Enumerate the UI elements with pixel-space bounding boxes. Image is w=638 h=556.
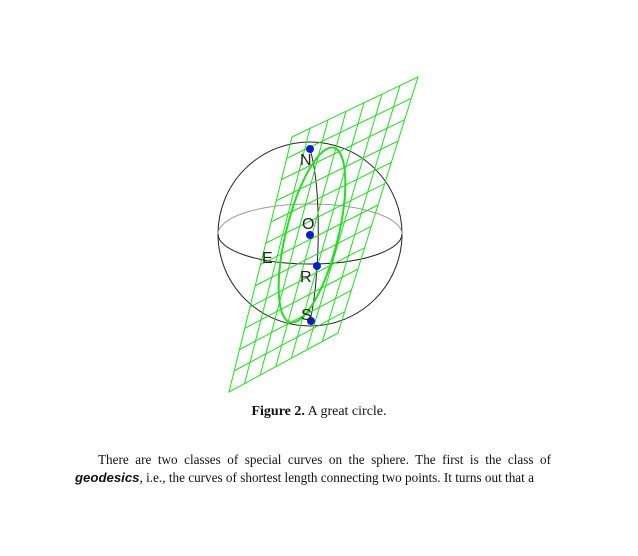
plane-grid-line <box>271 162 391 222</box>
plane-grid-line <box>234 312 344 371</box>
plane-grid-line <box>261 205 379 265</box>
label-n: N <box>300 152 312 169</box>
body-paragraph <box>75 451 551 487</box>
plane-grid-line <box>240 290 352 349</box>
plane-grid-line <box>282 120 405 180</box>
caption-text: A great circle. <box>307 404 387 419</box>
label-s: S <box>301 307 312 324</box>
plane-grid <box>229 77 418 392</box>
label-e: E <box>262 250 273 267</box>
plane-border <box>229 77 418 392</box>
plane-grid-line <box>287 98 412 158</box>
body-sentence-2: , i.e., the curves of shortest length connecting two points. It turns out that a <box>139 470 534 485</box>
label-r: R <box>300 269 312 286</box>
caption-number: Figure 2. <box>251 404 305 419</box>
figure-caption <box>0 404 638 420</box>
body-term-geodesics: geodesics <box>75 470 140 485</box>
body-sentence-1: There are two classes of special curves on the sphere. The first is the class of <box>98 452 551 467</box>
plane-grid-line <box>266 184 385 244</box>
label-o: O <box>302 216 315 233</box>
point-r <box>313 262 321 270</box>
